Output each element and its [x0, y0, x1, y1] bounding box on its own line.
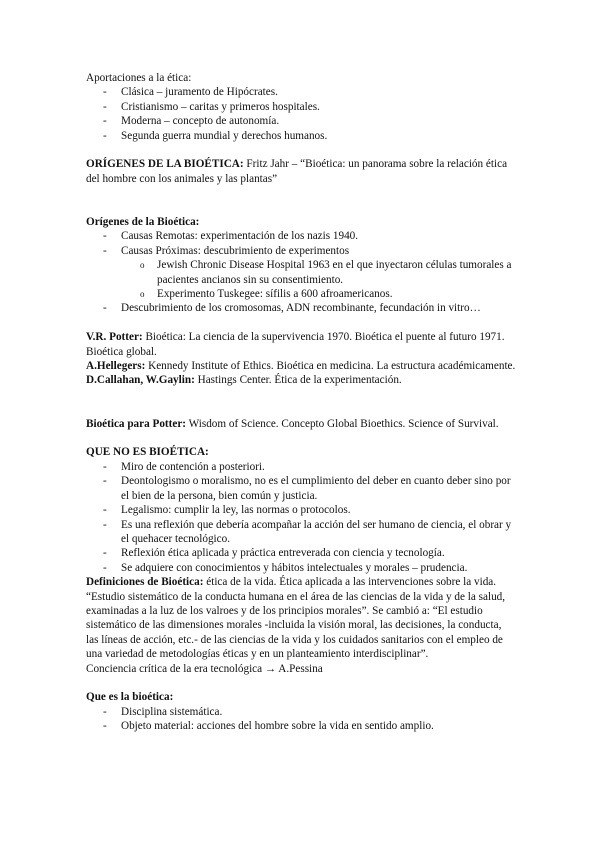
- list-item: - Reflexión ética aplicada y práctica entreverada con ciencia y tecnología.: [103, 547, 445, 560]
- dash-marker: -: [103, 504, 107, 517]
- potter-paragraph: Bioética para Potter: Wisdom of Science. Concepto Global Bioethics. Science of Survival.: [86, 417, 499, 430]
- dash-marker: -: [103, 302, 107, 315]
- que-es-title: Que es la bioética:: [86, 691, 174, 704]
- dash-marker: -: [103, 244, 107, 257]
- aportaciones-title: Aportaciones a la ética:: [86, 72, 192, 84]
- circle-marker: o: [140, 289, 145, 300]
- que-es-list: [86, 705, 516, 734]
- list-item: - Disciplina sistemática.: [103, 705, 223, 718]
- document-body: [86, 71, 516, 734]
- list-item: - Segunda guerra mundial y derechos humanos.: [103, 129, 328, 142]
- list-item: - Descubrimiento de los cromosomas, ADN recombinante, fecundación in vitro…: [103, 302, 481, 315]
- sub-list-item: o Jewish Chronic Disease Hospital 1963 en el que inyectaron células tumorales a pacientes ancianos sin su consentimiento.: [140, 259, 512, 286]
- que-no-list: [86, 460, 516, 575]
- dash-marker: -: [103, 230, 107, 243]
- dash-marker: -: [103, 547, 107, 560]
- dash-marker: -: [103, 460, 107, 473]
- list-item: - Objeto material: acciones del hombre sobre la vida en sentido amplio.: [103, 720, 434, 733]
- list-item: - Moderna – concepto de autonomía.: [103, 115, 280, 128]
- dash-marker: -: [103, 561, 107, 574]
- conciencia-author: A.Pessina: [278, 662, 323, 675]
- dash-marker: -: [103, 518, 107, 531]
- definiciones-paragraph: Definiciones de Bioética: ética de la vida. Ética aplicada a las intervenciones sobre la vida. “Estudio sistemático de la conducta humana en el área de las ciencias de la vida y de la salud, examinadas a la luz de los valroes y de los principios morales”. Se cambió a: “El estudio sistemático de las dimensiones morales -incluida la visión moral, las decisiones, la conducta, las líneas de acción, etc.- de las ciencias de la vida y los cuidados sanitarios con el empleo de una variedad de metodologías éticas y en un planteamiento interdisciplinar”.: [86, 576, 506, 661]
- list-item: - Deontologismo o moralismo, no es el cumplimiento del deber en cuanto deber sino por el bien de la persona, bien común y justicia.: [103, 475, 511, 502]
- conciencia-line: Conciencia crítica de la era tecnológica → A.Pessina: [86, 662, 323, 675]
- autor-callahan: D.Callahan, W.Gaylin: Hastings Center. Ética de la experimentación.: [86, 374, 402, 387]
- aportaciones-list: [86, 85, 516, 143]
- dash-marker: -: [103, 100, 107, 113]
- origenes-title: Orígenes de la Bioética:: [86, 216, 200, 229]
- autor-hellegers: A.Hellegers: Kennedy Institute of Ethics. Bioética en medicina. La estructura académicamente.: [86, 360, 516, 373]
- origenes-header-label: ORÍGENES DE LA BIOÉTICA:: [86, 158, 244, 171]
- list-item: - Cristianismo – caritas y primeros hospitales.: [103, 100, 320, 113]
- dash-marker: -: [103, 86, 107, 99]
- dash-marker: -: [103, 475, 107, 488]
- autor-potter: V.R. Potter: Bioética: La ciencia de la supervivencia 1970. Bioética el puente al futuro 1971. Bioética global.: [86, 331, 505, 358]
- list-item: - Causas Próximas: descubrimiento de experimentos: [103, 244, 350, 257]
- circle-marker: o: [140, 260, 145, 271]
- que-no-title: QUE NO ES BIOÉTICA:: [86, 446, 209, 459]
- list-item: - Se adquiere con conocimientos y hábitos intelectuales y morales – prudencia.: [103, 561, 468, 574]
- dash-marker: -: [103, 720, 107, 733]
- origenes-list: [86, 229, 516, 315]
- list-item: - Es una reflexión que debería acompañar la acción del ser humano de ciencia, el obrar y el quehacer tecnológico.: [103, 518, 512, 545]
- sub-list-item: o Experimento Tuskegee: sífilis a 600 afroamericanos.: [140, 288, 393, 301]
- dash-marker: -: [103, 705, 107, 718]
- arrow-right-icon: →: [264, 662, 277, 675]
- list-item: - Legalismo: cumplir la ley, las normas o protocolos.: [103, 504, 351, 517]
- dash-marker: -: [103, 129, 107, 142]
- list-item: - Causas Remotas: experimentación de los nazis 1940.: [103, 230, 359, 243]
- list-item: - Miro de contención a posteriori.: [103, 460, 265, 473]
- dash-marker: -: [103, 115, 107, 128]
- list-item: - Clásica – juramento de Hipócrates.: [103, 86, 278, 99]
- origenes-header-paragraph: ORÍGENES DE LA BIOÉTICA: Fritz Jahr – “Bioética: un panorama sobre la relación ética del hombre con los animales y las plantas”: [86, 158, 508, 185]
